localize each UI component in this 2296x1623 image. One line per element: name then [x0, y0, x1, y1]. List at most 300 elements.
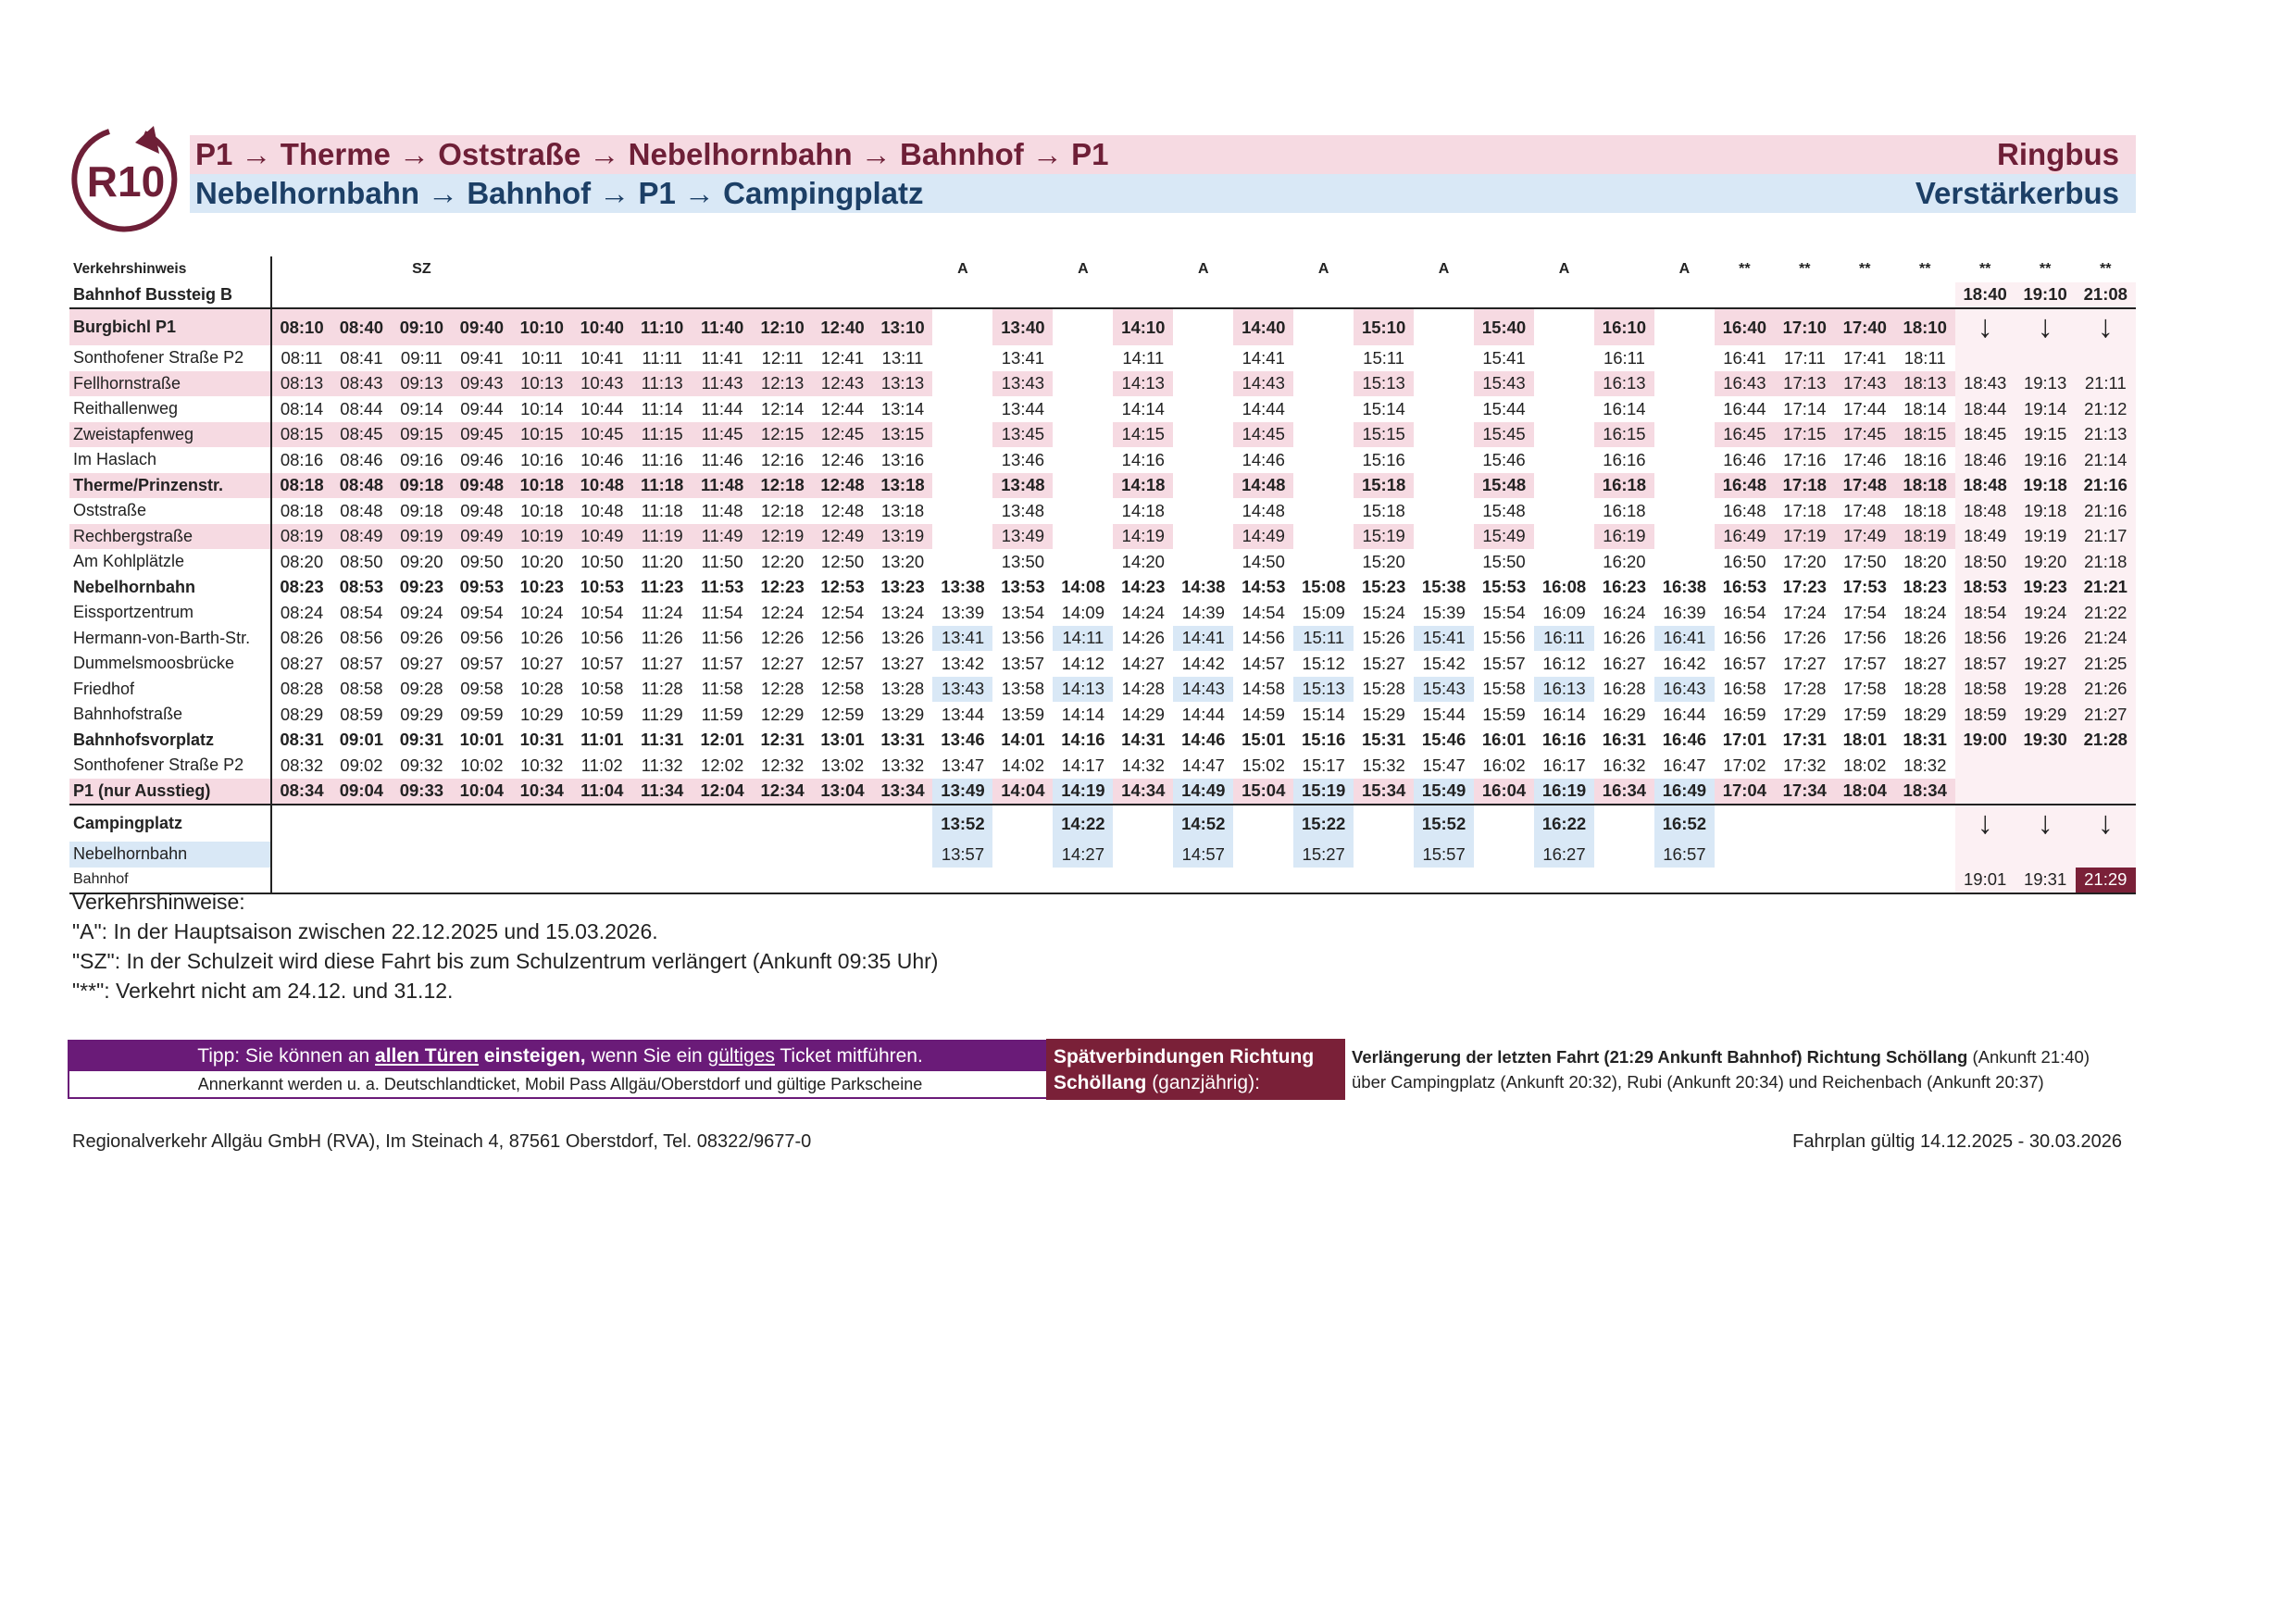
time-cell: 14:27 [1121, 653, 1165, 673]
time-cell: 15:49 [1414, 779, 1474, 805]
time-cell: 13:58 [1001, 679, 1045, 699]
time-cell: 13:18 [880, 500, 925, 520]
time-cell: 16:41 [1654, 626, 1715, 652]
time-cell: 10:48 [572, 473, 632, 499]
time-cell: 17:43 [1835, 371, 1895, 397]
time-cell: A [1558, 260, 1570, 277]
time-cell [932, 473, 992, 499]
late-label-rest: (ganzjährig): [1146, 1072, 1260, 1093]
time-cell: 15:42 [1422, 653, 1466, 673]
time-cell: 13:18 [873, 473, 933, 499]
time-cell [1293, 371, 1354, 397]
time-cell: 12:48 [813, 473, 873, 499]
time-cell: 10:10 [512, 308, 572, 345]
time-cell: 13:40 [992, 308, 1053, 345]
time-cell: 14:48 [1233, 473, 1293, 499]
time-cell: 17:58 [1843, 679, 1887, 699]
time-cell [1233, 805, 1293, 842]
time-cell [1293, 473, 1354, 499]
time-cell: 15:01 [1242, 730, 1286, 750]
time-cell: 21:13 [2076, 422, 2136, 448]
time-cell: 14:50 [1242, 551, 1285, 571]
time-cell: 11:26 [641, 628, 683, 648]
table-row [69, 308, 2136, 345]
time-cell: 17:40 [1835, 308, 1895, 345]
time-cell: 17:48 [1835, 473, 1895, 499]
time-cell: 12:24 [760, 602, 805, 622]
time-cell: 08:14 [280, 398, 324, 418]
time-cell: 09:50 [460, 551, 504, 571]
time-cell [271, 256, 331, 282]
time-cell: 18:04 [1835, 779, 1895, 805]
time-cell: 16:43 [1715, 371, 1775, 397]
time-cell: 14:45 [1233, 422, 1293, 448]
time-cell [1895, 868, 1955, 894]
time-cell: 08:49 [331, 524, 392, 550]
time-cell: 15:40 [1474, 308, 1534, 345]
table-row [69, 473, 2136, 499]
time-cell: 09:24 [400, 602, 443, 622]
time-cell: A [1317, 260, 1329, 277]
time-cell: 14:13 [1053, 677, 1113, 703]
time-cell: 16:16 [1541, 730, 1587, 750]
time-cell: 11:20 [641, 551, 683, 571]
time-cell: A [957, 260, 968, 277]
time-cell: 14:16 [1061, 730, 1105, 750]
time-cell: 13:01 [820, 730, 865, 750]
time-cell [1293, 422, 1354, 448]
time-cell: 19:16 [2015, 447, 2076, 473]
time-cell: 14:10 [1113, 308, 1173, 345]
time-cell: 11:50 [701, 551, 743, 571]
time-cell: 09:02 [340, 755, 383, 775]
time-cell [1053, 868, 1113, 894]
time-cell: 16:24 [1603, 602, 1646, 622]
time-cell: 16:48 [1715, 473, 1775, 499]
time-cell: 08:58 [340, 679, 383, 699]
time-cell: 15:11 [1293, 626, 1354, 652]
time-cell [932, 371, 992, 397]
stop-name: Eissportzentrum [69, 600, 271, 626]
time-cell [1654, 473, 1715, 499]
time-cell [632, 805, 693, 842]
route-header-ring [190, 135, 2136, 174]
time-cell [1173, 473, 1233, 499]
time-cell [693, 282, 753, 309]
time-cell [1534, 422, 1594, 448]
time-cell [1654, 308, 1715, 345]
time-cell: 13:49 [992, 524, 1053, 550]
time-cell: 13:43 [932, 677, 992, 703]
time-cell [1715, 282, 1775, 309]
time-cell: 19:10 [2015, 282, 2076, 309]
time-cell: 08:27 [280, 653, 324, 673]
time-cell: 18:23 [1903, 577, 1947, 597]
time-cell: 11:27 [641, 653, 683, 673]
time-cell: 16:22 [1534, 805, 1594, 842]
time-cell: 10:56 [580, 628, 624, 648]
time-cell [452, 842, 512, 868]
time-cell: 14:04 [992, 779, 1053, 805]
time-cell [1534, 396, 1594, 422]
time-cell: 18:02 [1843, 755, 1887, 775]
time-cell: 08:11 [281, 347, 323, 368]
time-cell: 14:57 [1242, 653, 1285, 673]
time-cell: 11:29 [641, 704, 683, 724]
time-cell: 09:46 [460, 449, 504, 469]
time-cell: 14:14 [1121, 398, 1165, 418]
note-stars: "**": Verkehrt nicht am 24.12. und 31.12. [72, 979, 454, 1003]
time-cell: 18:40 [1955, 282, 2015, 309]
time-cell [1474, 282, 1534, 309]
time-cell: 15:16 [1302, 730, 1346, 750]
time-cell: 13:59 [1001, 704, 1045, 724]
time-cell [1534, 498, 1594, 524]
time-cell: 10:53 [580, 577, 624, 597]
time-cell: 15:19 [1354, 524, 1414, 550]
time-cell: 15:43 [1414, 677, 1474, 703]
time-cell: 17:29 [1783, 704, 1827, 724]
time-cell: 10:26 [520, 628, 564, 648]
time-cell [932, 524, 992, 550]
stop-name: Friedhof [69, 677, 271, 703]
time-cell: 18:14 [1903, 398, 1947, 418]
notes-title: Verkehrshinweise: [72, 890, 245, 914]
time-cell: A [1078, 260, 1089, 277]
time-cell: 09:56 [460, 628, 504, 648]
time-cell: 10:41 [580, 347, 624, 368]
time-cell [1534, 345, 1594, 371]
time-cell: 09:53 [459, 577, 504, 597]
time-cell [693, 805, 753, 842]
time-cell: 12:56 [820, 628, 865, 648]
time-cell: 18:29 [1903, 704, 1947, 724]
time-cell: 10:40 [572, 308, 632, 345]
time-cell: 17:24 [1783, 602, 1827, 622]
time-cell: 16:38 [1662, 577, 1707, 597]
time-cell [1534, 473, 1594, 499]
time-cell: 17:59 [1843, 704, 1887, 724]
time-cell [1293, 282, 1354, 309]
logo-label: R10 [86, 157, 166, 206]
time-cell: 16:28 [1603, 679, 1646, 699]
time-cell: 14:41 [1173, 626, 1233, 652]
stop-name: Sonthofener Straße P2 [69, 345, 271, 371]
time-cell [1594, 256, 1654, 282]
time-cell: 11:32 [641, 755, 683, 775]
time-cell: ↓ [1955, 308, 2015, 345]
time-cell: 16:31 [1602, 730, 1647, 750]
time-cell: 11:43 [693, 371, 753, 397]
time-cell: 19:13 [2015, 371, 2076, 397]
time-cell: 15:28 [1362, 679, 1405, 699]
time-cell: 09:04 [331, 779, 392, 805]
time-cell: 18:31 [1903, 730, 1947, 750]
time-cell: 21:25 [2076, 651, 2136, 677]
time-cell: 13:27 [880, 653, 925, 673]
time-cell: 17:28 [1783, 679, 1827, 699]
time-cell [1775, 842, 1835, 868]
time-cell: 12:41 [820, 347, 865, 368]
stop-name: Bahnhofstraße [69, 702, 271, 728]
time-cell: 09:41 [460, 347, 504, 368]
table-row [69, 779, 2136, 805]
time-cell: 11:18 [632, 473, 693, 499]
note-a: "A": In der Hauptsaison zwischen 22.12.2025 und 15.03.2026. [72, 919, 658, 943]
time-cell: 13:29 [880, 704, 925, 724]
time-cell: 08:34 [271, 779, 331, 805]
time-cell: 11:14 [641, 398, 683, 418]
time-cell: 11:28 [641, 679, 683, 699]
time-cell [452, 805, 512, 842]
time-cell: 12:28 [760, 679, 805, 699]
time-cell: 12:40 [813, 308, 873, 345]
time-cell: 13:46 [941, 730, 985, 750]
time-cell: 18:57 [1955, 651, 2015, 677]
time-cell: 15:31 [1361, 730, 1406, 750]
tip-board: einsteigen, [479, 1045, 586, 1067]
time-cell: 19:29 [2015, 702, 2076, 728]
time-cell: 14:47 [1181, 755, 1225, 775]
time-cell: 15:09 [1302, 602, 1345, 622]
time-cell: 16:47 [1663, 755, 1706, 775]
time-cell: 15:57 [1414, 842, 1474, 868]
time-cell: 17:45 [1835, 422, 1895, 448]
time-cell [932, 549, 992, 575]
time-cell: 12:02 [701, 755, 744, 775]
table-row [69, 396, 2136, 422]
time-cell [873, 282, 933, 309]
time-cell: 12:11 [761, 347, 804, 368]
time-cell: 21:16 [2076, 498, 2136, 524]
tip-text: wenn Sie ein [585, 1045, 708, 1067]
time-cell [1654, 447, 1715, 473]
time-cell: 14:43 [1173, 677, 1233, 703]
time-cell [753, 256, 813, 282]
time-cell: 17:04 [1715, 779, 1775, 805]
time-cell: 13:50 [1001, 551, 1045, 571]
time-cell [1173, 447, 1233, 473]
time-cell [2076, 345, 2136, 371]
time-cell: 13:26 [880, 628, 925, 648]
time-cell [512, 256, 572, 282]
time-cell: 15:57 [1482, 653, 1526, 673]
time-cell: 17:41 [1843, 347, 1887, 368]
time-cell [1775, 282, 1835, 309]
tip-all-doors: allen Türen [375, 1045, 480, 1067]
time-cell: 16:26 [1603, 628, 1646, 648]
time-cell: 17:34 [1775, 779, 1835, 805]
time-cell: 15:54 [1482, 602, 1526, 622]
time-cell: 12:18 [753, 473, 813, 499]
time-cell [1654, 396, 1715, 422]
time-cell [873, 842, 933, 868]
time-cell [2076, 779, 2136, 805]
time-cell: 17:32 [1783, 755, 1827, 775]
time-cell: 14:02 [1001, 755, 1045, 775]
time-cell: 10:20 [520, 551, 564, 571]
time-cell: 16:49 [1654, 779, 1715, 805]
time-cell [1233, 868, 1293, 894]
time-cell: 15:14 [1302, 704, 1345, 724]
time-cell: 09:10 [392, 308, 452, 345]
time-cell [1654, 422, 1715, 448]
time-cell: 21:29 [2076, 868, 2136, 894]
time-cell: 08:59 [340, 704, 383, 724]
time-cell: 21:08 [2076, 282, 2136, 309]
time-cell: 13:24 [880, 602, 925, 622]
time-cell [1594, 868, 1654, 894]
time-cell: 09:44 [460, 398, 504, 418]
stop-name: Oststraße [69, 498, 271, 524]
stop-name: Fellhornstraße [69, 371, 271, 397]
time-cell: 16:16 [1603, 449, 1646, 469]
time-cell: 09:20 [400, 551, 443, 571]
time-cell: 16:19 [1594, 524, 1654, 550]
time-cell [632, 256, 693, 282]
time-cell [1173, 524, 1233, 550]
table-row [69, 753, 2136, 779]
time-cell: 14:56 [1242, 628, 1285, 648]
time-cell: 13:48 [992, 473, 1053, 499]
time-cell: 18:28 [1903, 679, 1947, 699]
table-row [69, 371, 2136, 397]
time-cell [1113, 256, 1173, 282]
time-cell: 10:54 [580, 602, 624, 622]
time-cell: 08:26 [280, 628, 324, 648]
time-cell: 14:39 [1181, 602, 1225, 622]
stop-name: Sonthofener Straße P2 [69, 753, 271, 779]
time-cell: 10:16 [520, 449, 564, 469]
time-cell: 17:19 [1775, 524, 1835, 550]
time-cell: ↓ [2015, 805, 2076, 842]
time-cell [1053, 371, 1113, 397]
time-cell: 18:13 [1895, 371, 1955, 397]
time-cell [813, 842, 873, 868]
time-cell: 14:20 [1121, 551, 1165, 571]
time-cell: 08:28 [280, 679, 324, 699]
time-cell: 12:58 [820, 679, 865, 699]
time-cell: 17:44 [1843, 398, 1887, 418]
time-cell: 18:53 [1955, 575, 2015, 601]
time-cell: 13:34 [873, 779, 933, 805]
ticket-tip-box [68, 1040, 1053, 1099]
time-cell: 16:17 [1542, 755, 1586, 775]
time-cell: 12:34 [753, 779, 813, 805]
time-cell: 15:48 [1474, 473, 1534, 499]
time-cell: 21:22 [2076, 600, 2136, 626]
time-cell: 10:32 [520, 755, 564, 775]
time-cell: 10:46 [580, 449, 624, 469]
time-cell: 13:56 [1001, 628, 1045, 648]
time-cell: 16:14 [1603, 398, 1646, 418]
time-cell: 14:32 [1121, 755, 1165, 775]
time-cell: 12:19 [753, 524, 813, 550]
time-cell: 17:50 [1843, 551, 1887, 571]
late-text-arrival: (Ankunft 21:40) [1967, 1047, 2090, 1067]
time-cell: 13:11 [881, 347, 924, 368]
time-cell [1414, 282, 1474, 309]
time-cell [932, 498, 992, 524]
time-cell: 08:23 [280, 577, 324, 597]
time-cell: 15:11 [1363, 347, 1405, 368]
time-cell [992, 868, 1053, 894]
time-cell: 19:31 [2015, 868, 2076, 894]
time-cell: 10:15 [512, 422, 572, 448]
time-cell: 10:18 [520, 500, 564, 520]
time-cell: 09:43 [452, 371, 512, 397]
time-cell: 16:13 [1594, 371, 1654, 397]
time-cell: ** [1978, 260, 1991, 277]
time-cell [813, 805, 873, 842]
time-cell: 09:31 [399, 730, 444, 750]
time-cell: 16:46 [1662, 730, 1707, 750]
time-cell: 10:18 [512, 473, 572, 499]
time-cell: 19:26 [2015, 626, 2076, 652]
time-cell: 14:31 [1121, 730, 1166, 750]
time-cell: 14:19 [1053, 779, 1113, 805]
time-cell [1113, 282, 1173, 309]
time-cell: 16:40 [1715, 308, 1775, 345]
time-cell: 16:27 [1534, 842, 1594, 868]
time-cell: 16:39 [1663, 602, 1706, 622]
time-cell: ** [2039, 260, 2052, 277]
time-cell: ** [1918, 260, 1931, 277]
time-cell [1534, 524, 1594, 550]
time-cell: 16:29 [1603, 704, 1646, 724]
time-cell: 15:47 [1422, 755, 1466, 775]
time-cell: 08:40 [331, 308, 392, 345]
time-cell: 16:09 [1542, 602, 1586, 622]
time-cell [1654, 868, 1715, 894]
time-cell [1654, 524, 1715, 550]
time-cell [1654, 345, 1715, 371]
time-cell: 14:54 [1242, 602, 1285, 622]
time-cell: 08:57 [340, 653, 383, 673]
time-cell [1414, 396, 1474, 422]
time-cell: 10:58 [580, 679, 624, 699]
time-cell: 15:20 [1362, 551, 1405, 571]
time-cell: 11:23 [641, 577, 684, 597]
time-cell: 21:27 [2076, 702, 2136, 728]
late-connections-text [1352, 1044, 2090, 1094]
time-cell: 09:14 [400, 398, 443, 418]
tip-text: Ticket mitführen. [774, 1045, 923, 1067]
time-cell: 15:08 [1302, 577, 1346, 597]
time-cell [1534, 447, 1594, 473]
time-cell [1715, 868, 1775, 894]
time-cell: 18:56 [1955, 626, 2015, 652]
time-cell: 16:18 [1603, 500, 1646, 520]
time-cell: 15:10 [1354, 308, 1414, 345]
time-cell: 15:13 [1293, 677, 1354, 703]
table-row [69, 728, 2136, 754]
time-cell: 13:38 [941, 577, 985, 597]
time-cell [331, 842, 392, 868]
time-cell: 11:01 [580, 730, 624, 750]
table-row [69, 600, 2136, 626]
time-cell [1835, 282, 1895, 309]
time-cell: 18:58 [1955, 677, 2015, 703]
time-cell: 16:11 [1534, 626, 1594, 652]
stop-name: Bahnhof [69, 868, 271, 894]
time-cell: 09:23 [399, 577, 444, 597]
time-cell: 19:00 [1955, 728, 2015, 754]
time-cell: 15:53 [1481, 577, 1527, 597]
time-cell [632, 842, 693, 868]
time-cell: 13:44 [1001, 398, 1045, 418]
time-cell: 18:48 [1955, 473, 2015, 499]
